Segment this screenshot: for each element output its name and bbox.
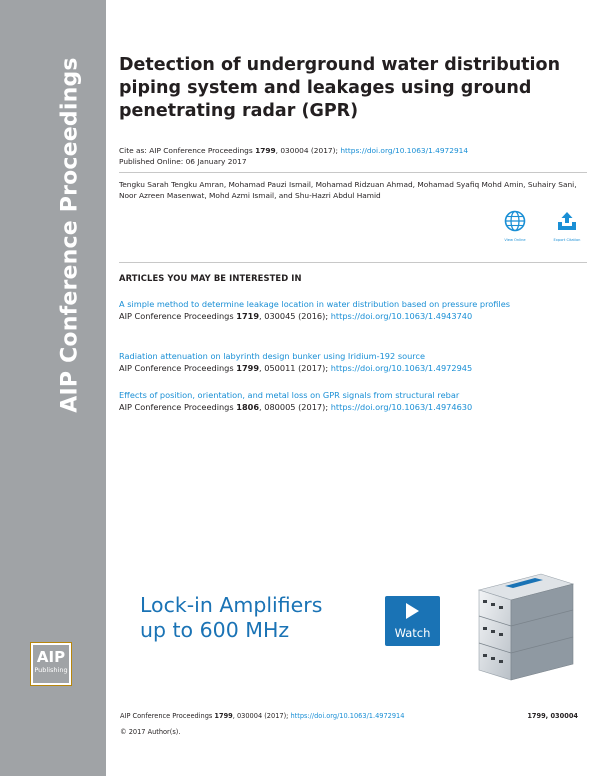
cite-volume: 1806 — [236, 402, 260, 412]
divider — [119, 262, 587, 263]
cite-volume: 1799 — [255, 146, 276, 155]
related-article-title[interactable]: A simple method to determine leakage location in water distribution based on pressure profiles — [119, 299, 510, 309]
page-article-number: , 030004 — [545, 712, 578, 720]
cite-prefix: AIP Conference Proceedings — [119, 311, 237, 321]
published-date: Published Online: 06 January 2017 — [119, 157, 247, 166]
cite-prefix: AIP Conference Proceedings — [120, 712, 215, 720]
ad-headline-line1: Lock-in Amplifiers — [140, 593, 323, 617]
export-icon — [556, 210, 578, 232]
globe-icon — [504, 210, 526, 232]
logo-sub-text: Publishing — [34, 666, 68, 674]
related-article-title[interactable]: Effects of position, orientation, and metal loss on GPR signals from structural rebar — [119, 390, 460, 400]
citation-line — [119, 146, 468, 156]
copyright: © 2017 Author(s). — [120, 728, 181, 736]
doi-link[interactable]: https://doi.org/10.1063/1.4974630 — [330, 402, 473, 412]
cite-rest: , 030045 (2016); — [259, 311, 331, 321]
cite-rest: , 030004 (2017); — [232, 712, 291, 720]
cite-prefix: AIP Conference Proceedings — [119, 363, 237, 373]
cite-rest: , 080005 (2017); — [259, 402, 331, 412]
cite-rest: , 050011 (2017); — [259, 363, 331, 373]
view-online-label: View Online — [504, 238, 526, 242]
aip-publishing-logo[interactable] — [30, 642, 72, 686]
page-volume: 1799 — [527, 712, 546, 720]
footer-citation — [120, 712, 404, 720]
view-online-button[interactable] — [498, 210, 532, 242]
ad-headline-line2: up to 600 MHz — [140, 618, 290, 642]
logo-box — [33, 645, 69, 683]
watch-button[interactable] — [385, 596, 440, 646]
cite-volume: 1719 — [236, 311, 260, 321]
page-number — [527, 712, 578, 720]
related-article-citation — [119, 362, 589, 374]
cite-volume: 1799 — [214, 712, 233, 720]
related-article — [119, 298, 589, 322]
ad-headline — [140, 593, 322, 643]
paper-title: Detection of underground water distribution piping system and leakages using ground penetrating radar (GPR) — [119, 55, 561, 121]
export-citation-label: Export Citation — [553, 238, 581, 242]
doi-link[interactable]: https://doi.org/10.1063/1.4943740 — [330, 311, 473, 321]
watch-label: Watch — [394, 626, 431, 640]
export-citation-button[interactable] — [550, 210, 584, 242]
cite-rest: , 030004 (2017); — [275, 146, 341, 155]
related-article — [119, 389, 589, 413]
cite-volume: 1799 — [236, 363, 260, 373]
sidebar — [0, 0, 106, 776]
related-article — [119, 350, 589, 374]
cite-prefix: Cite as: AIP Conference Proceedings — [119, 146, 256, 155]
related-article-title[interactable]: Radiation attenuation on labyrinth design bunker using Iridium-192 source — [119, 351, 426, 361]
related-articles-heading: ARTICLES YOU MAY BE INTERESTED IN — [119, 273, 302, 283]
related-article-citation — [119, 310, 589, 322]
series-title: AIP Conference Proceedings — [57, 57, 83, 413]
doi-link[interactable]: https://doi.org/10.1063/1.4972914 — [340, 146, 469, 155]
author-list: Tengku Sarah Tengku Amran, Mohamad Pauzi Ismail, Mohamad Ridzuan Ahmad, Mohamad Syafiq Mohd Amin, Suhairy Sani, Noor Azreen Masenwat, Mohd Azmi Ismail, and Shu-Hazri Abdul Hamid — [119, 180, 577, 200]
related-article-citation — [119, 401, 589, 413]
divider — [119, 172, 587, 173]
play-icon — [406, 603, 419, 619]
advertisement-banner[interactable] — [123, 566, 578, 689]
logo-main-text: AIP — [36, 648, 66, 666]
doi-link[interactable]: https://doi.org/10.1063/1.4972914 — [290, 712, 405, 720]
doi-link[interactable]: https://doi.org/10.1063/1.4972945 — [330, 363, 473, 373]
instrument-stack-image — [471, 570, 576, 686]
cite-prefix: AIP Conference Proceedings — [119, 402, 237, 412]
